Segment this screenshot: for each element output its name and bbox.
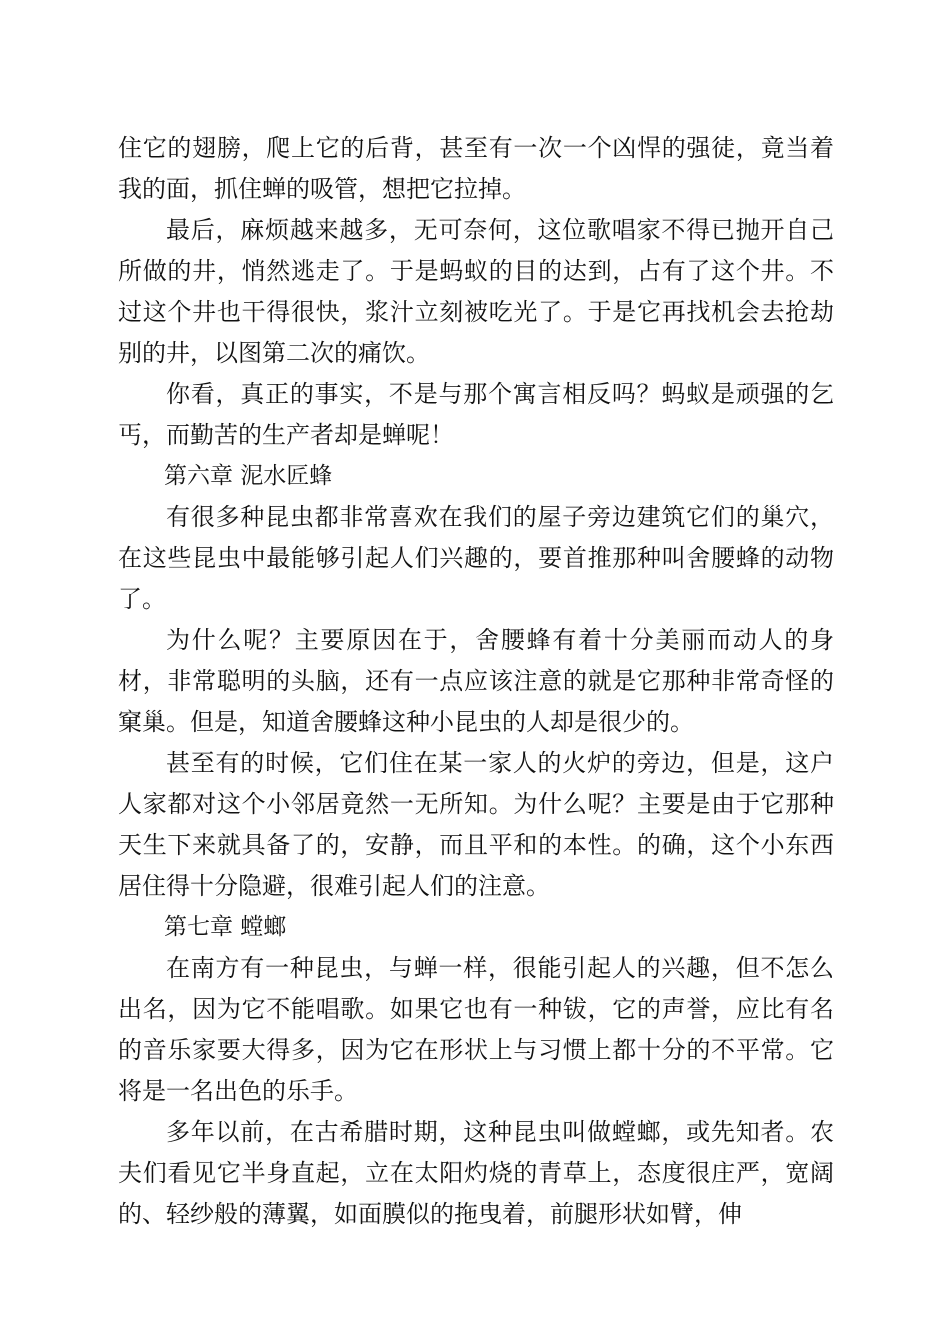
- paragraph-continued: 住它的翅膀，爬上它的后背，甚至有一次一个凶悍的强徒，竟当着我的面，抓住蝉的吸管，想把它拉掉。: [118, 134, 834, 203]
- paragraph: 甚至有的时候，它们住在某一家人的火炉的旁边，但是，这户人家都对这个小邻居竟然一无所知。为什么呢？主要是由于它那种天生下来就具备了的，安静，而且平和的本性。的确，这个小东西居住得十分隐避，很难引起人们的注意。: [118, 749, 834, 900]
- chapter-heading: 第六章 泥水匠蜂: [164, 463, 333, 489]
- paragraph: 为什么呢？主要原因在于，舍腰蜂有着十分美丽而动人的身材，非常聪明的头脑，还有一点应该注意的就是它那种非常奇怪的窠巢。但是，知道舍腰蜂这种小昆虫的人却是很少的。: [118, 626, 834, 736]
- paragraph: 多年以前，在古希腊时期，这种昆虫叫做螳螂，或先知者。农夫们看见它半身直起，立在太阳灼烧的青草上，态度很庄严，宽阔的、轻纱般的薄翼，如面膜似的拖曳着，前腿形状如臂，伸: [118, 1118, 834, 1228]
- chapter-heading: 第七章 螳螂: [164, 914, 287, 940]
- document-page: [118, 128, 834, 1235]
- paragraph: 在南方有一种昆虫，与蝉一样，很能引起人的兴趣，但不怎么出名，因为它不能唱歌。如果它也有一种钹，它的声誉，应比有名的音乐家要大得多，因为它在形状上与习惯上都十分的不平常。它将是一名出色的乐手。: [118, 954, 834, 1105]
- paragraph: 你看，真正的事实，不是与那个寓言相反吗？蚂蚁是顽强的乞丐，而勤苦的生产者却是蝉呢！: [118, 380, 834, 449]
- paragraph: 最后，麻烦越来越多，无可奈何，这位歌唱家不得已抛开自己所做的井，悄然逃走了。于是蚂蚁的目的达到，占有了这个井。不过这个井也干得很快，浆汁立刻被吃光了。于是它再找机会去抢劫别的井，以图第二次的痛饮。: [118, 216, 834, 367]
- paragraph: 有很多种昆虫都非常喜欢在我们的屋子旁边建筑它们的巢穴，在这些昆虫中最能够引起人们兴趣的，要首推那种叫舍腰蜂的动物了。: [118, 503, 834, 613]
